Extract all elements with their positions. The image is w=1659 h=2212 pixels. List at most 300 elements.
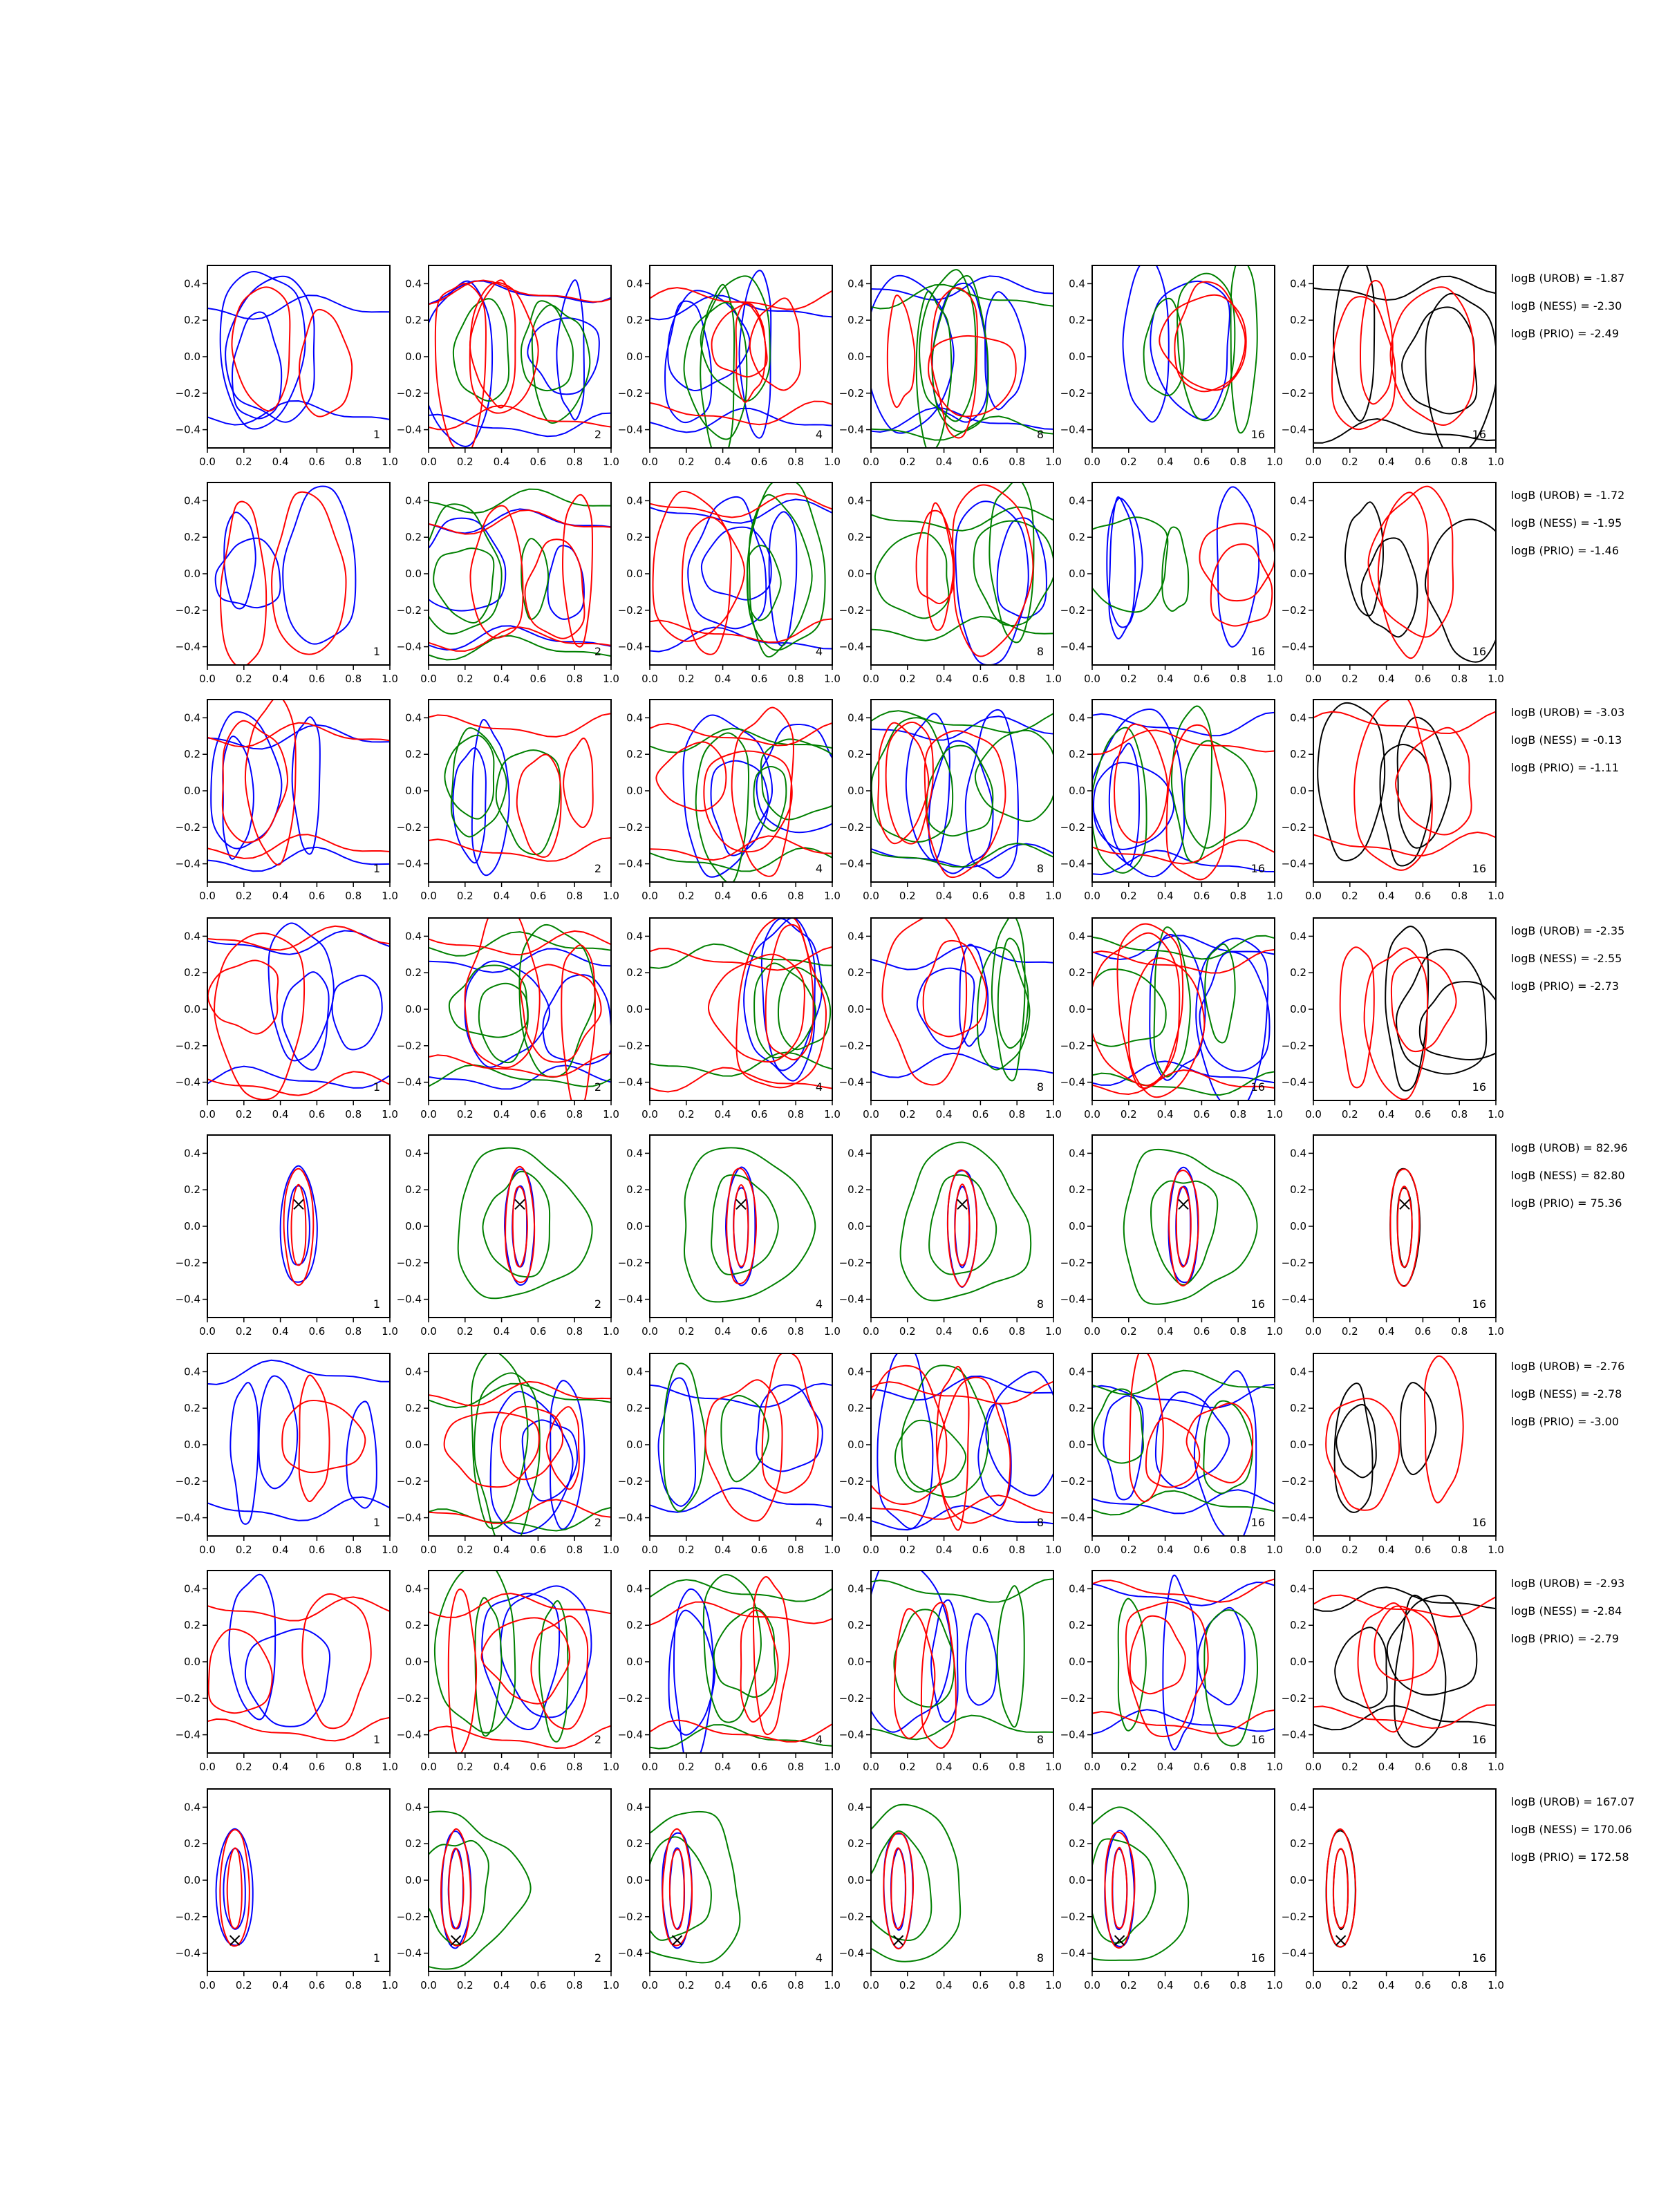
y-tick-label: −0.4 [617, 857, 643, 870]
y-tick-label: −0.4 [175, 1293, 200, 1306]
red-contour [882, 914, 966, 1085]
panel-r1-c2 [397, 265, 619, 468]
panel-label: 1 [373, 645, 380, 658]
panel-r7-c5 [1060, 1571, 1283, 1773]
y-tick-label: −0.4 [175, 857, 200, 870]
panel-r2-c1 [176, 482, 398, 685]
x-tick-label: 0.4 [493, 1761, 510, 1773]
x-tick-label: 0.8 [1009, 1544, 1026, 1556]
contour-set [1090, 706, 1275, 880]
y-tick-label: −0.2 [617, 386, 643, 400]
x-tick-label: 0.2 [456, 456, 474, 468]
y-tick-label: 0.4 [626, 1365, 643, 1378]
x-tick-label: 0.0 [1084, 890, 1100, 902]
red-contour [1390, 287, 1474, 425]
red-contour [1167, 725, 1226, 880]
y-tick-label: −0.4 [838, 1293, 864, 1306]
red-contour [1396, 728, 1472, 835]
green-contour [429, 932, 611, 956]
y-tick-label: −0.2 [617, 821, 643, 834]
x-tick-label: 0.4 [935, 1325, 953, 1338]
red-contour [429, 627, 611, 651]
contour-set [1327, 1829, 1356, 1947]
x-tick-label: 1.0 [1045, 673, 1062, 685]
y-tick-label: −0.4 [1060, 640, 1085, 653]
contour-set [650, 479, 832, 657]
x-tick-label: 1.0 [824, 1761, 841, 1773]
x-tick-label: 0.0 [420, 1544, 437, 1556]
y-tick-label: 0.2 [626, 314, 643, 327]
y-tick-label: −0.4 [396, 640, 422, 653]
y-tick-label: −0.2 [1060, 821, 1085, 834]
x-tick-label: 1.0 [1266, 1108, 1283, 1121]
x-tick-label: 0.4 [1378, 1108, 1395, 1121]
y-tick-label: −0.4 [175, 1947, 200, 1960]
y-tick-label: 0.4 [1069, 1582, 1085, 1595]
axes-frame [1313, 1353, 1496, 1536]
panel-r7-c2 [397, 1562, 619, 1773]
red-contour [429, 1053, 611, 1077]
contour-set [650, 1352, 832, 1521]
contour-set [650, 270, 832, 462]
x-tick-label: 0.6 [751, 890, 768, 902]
y-tick-label: −0.4 [396, 1947, 422, 1960]
panel-r5-c1 [176, 1135, 398, 1338]
y-tick-label: 0.4 [1069, 277, 1085, 290]
panel-r6-c2 [397, 1351, 619, 1556]
blue-contour [207, 1360, 390, 1385]
contour-set [458, 1148, 592, 1299]
green-contour [1092, 1371, 1275, 1395]
red-contour [1092, 1579, 1275, 1602]
axes-frame [207, 1353, 390, 1536]
bayes-factor-text: logB (UROB) = -2.93 [1511, 1577, 1625, 1590]
x-tick-label: 0.8 [345, 456, 362, 468]
x-tick-label: 0.8 [566, 1761, 583, 1773]
panel-r3-c1 [176, 696, 398, 902]
y-tick-label: 0.2 [847, 1837, 864, 1850]
x-tick-label: 0.2 [899, 673, 916, 685]
panel-label: 1 [373, 428, 380, 441]
x-tick-label: 0.4 [1156, 673, 1174, 685]
x-tick-label: 1.0 [382, 1544, 398, 1556]
blue-contour [292, 717, 320, 854]
x-tick-label: 0.4 [714, 456, 731, 468]
green-contour [977, 948, 1029, 1070]
red-contour [656, 742, 726, 811]
truth-marker [1336, 1936, 1346, 1945]
green-contour [433, 548, 494, 623]
y-tick-label: −0.2 [1281, 1474, 1306, 1488]
x-tick-label: 0.6 [1414, 673, 1432, 685]
x-tick-label: 0.2 [1341, 1761, 1358, 1773]
y-tick-label: 0.2 [847, 1183, 864, 1197]
panel-label: 16 [1472, 862, 1486, 875]
y-tick-label: 0.4 [1069, 1147, 1085, 1160]
x-tick-label: 0.4 [1378, 1325, 1395, 1338]
green-contour [871, 1579, 1053, 1602]
x-tick-label: 0.6 [1414, 1108, 1432, 1121]
y-tick-label: 0.0 [1069, 785, 1085, 797]
x-tick-label: 0.0 [420, 1325, 437, 1338]
x-tick-label: 0.0 [199, 1979, 216, 1991]
black-contour [1400, 1382, 1436, 1474]
x-tick-label: 0.4 [1378, 890, 1395, 902]
y-tick-label: 0.4 [184, 494, 200, 507]
x-tick-label: 0.2 [899, 1108, 916, 1121]
red-contour [921, 1602, 956, 1748]
x-tick-label: 0.4 [714, 1979, 731, 1991]
x-tick-label: 0.8 [566, 1544, 583, 1556]
x-tick-label: 0.2 [235, 1108, 252, 1121]
y-tick-label: 0.0 [1069, 350, 1085, 363]
y-tick-label: −0.2 [838, 821, 864, 834]
x-tick-label: 0.6 [308, 1325, 326, 1338]
x-tick-label: 0.4 [493, 890, 510, 902]
x-tick-label: 0.2 [677, 673, 695, 685]
panel-label: 1 [373, 1080, 380, 1094]
y-tick-label: 0.0 [1290, 1874, 1306, 1886]
green-contour [475, 1597, 501, 1736]
y-tick-label: 0.2 [626, 1619, 643, 1632]
y-tick-label: −0.2 [838, 1039, 864, 1052]
x-tick-label: 1.0 [603, 1544, 619, 1556]
x-tick-label: 0.6 [308, 1761, 326, 1773]
x-tick-label: 0.4 [272, 1761, 289, 1773]
x-tick-label: 0.6 [308, 673, 326, 685]
axes-frame [429, 1135, 611, 1318]
x-tick-label: 0.2 [235, 673, 252, 685]
x-tick-label: 0.6 [1414, 1761, 1432, 1773]
y-tick-label: −0.2 [1281, 1910, 1306, 1923]
panel-label: 16 [1472, 645, 1486, 658]
x-tick-label: 1.0 [1045, 1979, 1062, 1991]
contour-set [871, 710, 1056, 878]
panel-label: 8 [1036, 1297, 1044, 1311]
x-tick-label: 1.0 [824, 1979, 841, 1991]
panel-r7-c4 [839, 1554, 1062, 1773]
contour-set [1345, 487, 1505, 662]
y-tick-label: −0.2 [396, 1910, 422, 1923]
blue-contour [429, 509, 611, 533]
red-contour [1398, 1186, 1412, 1266]
contour-set [871, 914, 1053, 1085]
blue-contour [985, 292, 1025, 409]
green-contour [429, 1508, 611, 1531]
y-tick-label: 0.2 [847, 314, 864, 327]
y-tick-label: 0.4 [626, 494, 643, 507]
panel-r1-c5 [1060, 256, 1283, 468]
y-tick-label: −0.4 [838, 1728, 864, 1741]
x-tick-label: 0.6 [529, 673, 547, 685]
x-tick-label: 0.8 [1451, 673, 1468, 685]
x-tick-label: 1.0 [1045, 890, 1062, 902]
panel-r7-c3 [618, 1571, 841, 1773]
y-tick-label: 0.4 [1069, 711, 1085, 724]
x-tick-label: 0.0 [420, 673, 437, 685]
y-tick-label: 0.0 [1290, 1003, 1306, 1015]
green-contour [1162, 527, 1188, 611]
green-contour [997, 1586, 1024, 1727]
y-tick-label: −0.4 [1281, 1947, 1306, 1960]
x-tick-label: 0.8 [787, 456, 805, 468]
panel-label: 16 [1250, 428, 1265, 441]
y-tick-label: −0.4 [1060, 857, 1085, 870]
x-tick-label: 0.0 [1305, 673, 1322, 685]
x-tick-label: 0.0 [1305, 1979, 1322, 1991]
y-tick-label: −0.4 [175, 1511, 200, 1524]
blue-contour [224, 512, 256, 608]
x-tick-label: 0.2 [456, 1761, 474, 1773]
y-tick-label: 0.2 [184, 314, 200, 327]
truth-marker [894, 1936, 903, 1945]
black-contour [1333, 256, 1374, 421]
red-contour [517, 755, 561, 857]
blue-contour [453, 748, 486, 863]
black-contour [1402, 307, 1477, 413]
blue-contour [282, 972, 329, 1070]
x-tick-label: 0.2 [1120, 673, 1137, 685]
truth-marker [451, 1936, 461, 1945]
x-tick-label: 1.0 [1488, 1108, 1504, 1121]
green-contour [1154, 927, 1190, 1076]
y-tick-label: 0.0 [626, 1874, 643, 1886]
axes-frame [429, 1789, 611, 1971]
bayes-factor-text: logB (UROB) = -3.03 [1511, 706, 1625, 719]
y-tick-label: 0.4 [1290, 1365, 1306, 1378]
y-tick-label: 0.0 [184, 1656, 200, 1668]
y-tick-label: 0.4 [626, 930, 643, 943]
y-tick-label: −0.4 [1281, 1728, 1306, 1741]
contour-set [281, 1166, 317, 1286]
black-contour [1380, 744, 1431, 866]
x-tick-label: 0.4 [935, 1544, 953, 1556]
x-tick-label: 0.8 [1451, 1761, 1468, 1773]
x-tick-label: 0.8 [1451, 1979, 1468, 1991]
x-tick-label: 0.0 [1305, 1761, 1322, 1773]
x-tick-label: 0.6 [972, 1325, 989, 1338]
x-tick-label: 0.2 [677, 1761, 695, 1773]
red-contour [302, 1594, 371, 1728]
x-tick-label: 0.0 [1084, 673, 1100, 685]
green-contour [875, 533, 949, 619]
blue-contour [211, 712, 281, 849]
bayes-factor-text: logB (NESS) = 170.06 [1511, 1823, 1632, 1836]
y-tick-label: −0.4 [175, 1728, 200, 1741]
panel-label: 2 [594, 862, 601, 875]
y-tick-label: 0.2 [405, 748, 422, 761]
contour-set [396, 1812, 531, 1969]
y-tick-label: 0.2 [1069, 748, 1085, 761]
panel-r8-c3 [603, 1789, 841, 1991]
x-tick-label: 0.4 [493, 1544, 510, 1556]
x-tick-label: 0.2 [899, 1325, 916, 1338]
x-tick-label: 0.8 [1451, 1544, 1468, 1556]
green-contour [664, 1363, 705, 1511]
y-tick-label: 0.0 [847, 1003, 864, 1015]
y-tick-label: 0.4 [847, 711, 864, 724]
x-tick-label: 0.8 [1009, 1979, 1026, 1991]
bayes-factor-text: logB (NESS) = -2.78 [1511, 1387, 1622, 1400]
red-contour [931, 288, 977, 438]
x-tick-label: 0.2 [456, 890, 474, 902]
panel-r8-c1 [176, 1789, 398, 1991]
x-tick-label: 0.4 [272, 456, 289, 468]
panel-r5-c2 [397, 1135, 619, 1338]
y-tick-label: 0.2 [405, 1183, 422, 1197]
y-tick-label: −0.4 [617, 1728, 643, 1741]
y-tick-label: 0.2 [405, 1837, 422, 1850]
x-tick-label: 1.0 [1488, 1544, 1504, 1556]
panel-label: 8 [1036, 1516, 1044, 1529]
red-contour [1425, 1356, 1463, 1503]
y-tick-label: 0.4 [405, 930, 422, 943]
red-contour [429, 713, 611, 737]
x-tick-label: 0.8 [1451, 1325, 1468, 1338]
green-contour [444, 735, 494, 819]
axes-frame [1092, 1135, 1275, 1318]
y-tick-label: 0.4 [847, 1147, 864, 1160]
x-tick-label: 0.6 [972, 673, 989, 685]
y-tick-label: 0.4 [1069, 1801, 1085, 1814]
panel-r8-c4 [824, 1789, 1062, 1991]
y-tick-label: −0.2 [1281, 603, 1306, 617]
y-tick-label: 0.0 [405, 1220, 422, 1232]
panel-label: 16 [1250, 1080, 1265, 1094]
x-tick-label: 0.2 [1341, 456, 1358, 468]
blue-contour [221, 272, 306, 429]
x-tick-label: 0.6 [308, 1108, 326, 1121]
panel-r6-c1 [176, 1353, 398, 1556]
y-tick-label: −0.2 [1281, 1256, 1306, 1269]
blue-contour [429, 1065, 611, 1089]
green-contour [684, 303, 747, 440]
y-tick-label: 0.0 [405, 568, 422, 580]
x-tick-label: 0.6 [529, 890, 547, 902]
red-contour [435, 283, 486, 453]
blue-contour [547, 545, 583, 619]
x-tick-label: 0.0 [863, 1979, 879, 1991]
x-tick-label: 0.0 [863, 1761, 879, 1773]
y-tick-label: 0.4 [1069, 494, 1085, 507]
x-tick-label: 0.0 [641, 456, 658, 468]
x-tick-label: 0.4 [1156, 1325, 1174, 1338]
contour-set [650, 707, 850, 883]
contour-set [1092, 1575, 1275, 1750]
panel-label: 16 [1250, 1297, 1265, 1311]
y-tick-label: 0.0 [1069, 1438, 1085, 1451]
y-tick-label: 0.0 [1069, 1874, 1085, 1886]
x-tick-label: 1.0 [382, 456, 398, 468]
x-tick-label: 0.6 [1193, 673, 1210, 685]
y-tick-label: 0.0 [847, 568, 864, 580]
y-tick-label: 0.4 [1069, 930, 1085, 943]
green-contour [1184, 741, 1257, 848]
bayes-factor-block [1511, 924, 1624, 993]
y-tick-label: 0.0 [184, 1874, 200, 1886]
x-tick-label: 1.0 [824, 890, 841, 902]
red-contour [650, 947, 832, 971]
green-contour [1075, 517, 1168, 612]
x-tick-label: 0.2 [899, 456, 916, 468]
blue-contour [259, 1376, 298, 1489]
x-tick-label: 0.8 [1009, 890, 1026, 902]
y-tick-label: 0.0 [626, 1438, 643, 1451]
red-contour [1114, 724, 1168, 843]
axes-frame [1092, 1353, 1275, 1536]
x-tick-label: 0.0 [420, 1108, 437, 1121]
x-tick-label: 0.8 [1009, 456, 1026, 468]
y-tick-label: 0.2 [184, 1183, 200, 1197]
x-tick-label: 0.6 [751, 1979, 768, 1991]
x-tick-label: 0.2 [899, 1979, 916, 1991]
contour-set [207, 923, 390, 1099]
panel-label: 2 [594, 1733, 601, 1746]
y-tick-label: −0.4 [838, 1076, 864, 1089]
y-tick-label: 0.0 [184, 1003, 200, 1015]
x-tick-label: 0.8 [787, 1761, 805, 1773]
x-tick-label: 0.2 [899, 890, 916, 902]
red-contour [429, 838, 611, 861]
x-tick-label: 0.4 [714, 1544, 731, 1556]
blue-contour [230, 1382, 258, 1524]
y-tick-label: 0.0 [626, 1003, 643, 1015]
x-tick-label: 1.0 [824, 1544, 841, 1556]
contour-set [1340, 926, 1510, 1099]
y-tick-label: 0.4 [626, 711, 643, 724]
x-tick-label: 0.6 [529, 1979, 547, 1991]
y-tick-label: −0.2 [396, 603, 422, 617]
panel-r4-c5 [1060, 918, 1283, 1121]
panel-label: 16 [1472, 1733, 1486, 1746]
y-tick-label: −0.2 [396, 1256, 422, 1269]
contour-set [824, 1805, 961, 1962]
y-tick-label: 0.2 [847, 966, 864, 980]
y-tick-label: 0.0 [1069, 1220, 1085, 1232]
x-tick-label: 1.0 [1045, 1761, 1062, 1773]
red-contour [208, 960, 278, 1033]
bayes-factor-text: logB (PRIO) = -3.00 [1511, 1415, 1619, 1428]
blue-contour [650, 499, 832, 523]
y-tick-label: 0.4 [184, 1582, 200, 1595]
axes-frame [1313, 1789, 1496, 1971]
x-tick-label: 0.4 [1378, 456, 1395, 468]
red-contour [207, 834, 390, 859]
x-tick-label: 1.0 [1266, 673, 1283, 685]
y-tick-label: 0.0 [405, 350, 422, 363]
blue-contour [1094, 762, 1174, 850]
y-tick-label: 0.2 [405, 966, 422, 980]
y-tick-label: 0.4 [847, 1582, 864, 1595]
x-tick-label: 0.0 [1084, 1979, 1100, 1991]
panel-label: 8 [1036, 428, 1044, 441]
x-tick-label: 1.0 [1266, 1544, 1283, 1556]
y-tick-label: −0.2 [175, 1256, 200, 1269]
panel-r2-c3 [618, 479, 841, 685]
red-contour [1112, 1848, 1127, 1929]
blue-contour [986, 1371, 1058, 1495]
panel-r1-c3 [618, 265, 841, 468]
y-tick-label: 0.4 [1290, 1147, 1306, 1160]
x-tick-label: 0.8 [345, 1108, 362, 1121]
y-tick-label: −0.4 [396, 1728, 422, 1741]
y-tick-label: 0.0 [1069, 568, 1085, 580]
y-tick-label: −0.2 [1060, 603, 1085, 617]
red-contour [650, 1068, 832, 1092]
x-tick-label: 0.4 [935, 1108, 953, 1121]
red-contour [1130, 1616, 1185, 1694]
y-tick-label: −0.4 [1060, 1728, 1085, 1741]
